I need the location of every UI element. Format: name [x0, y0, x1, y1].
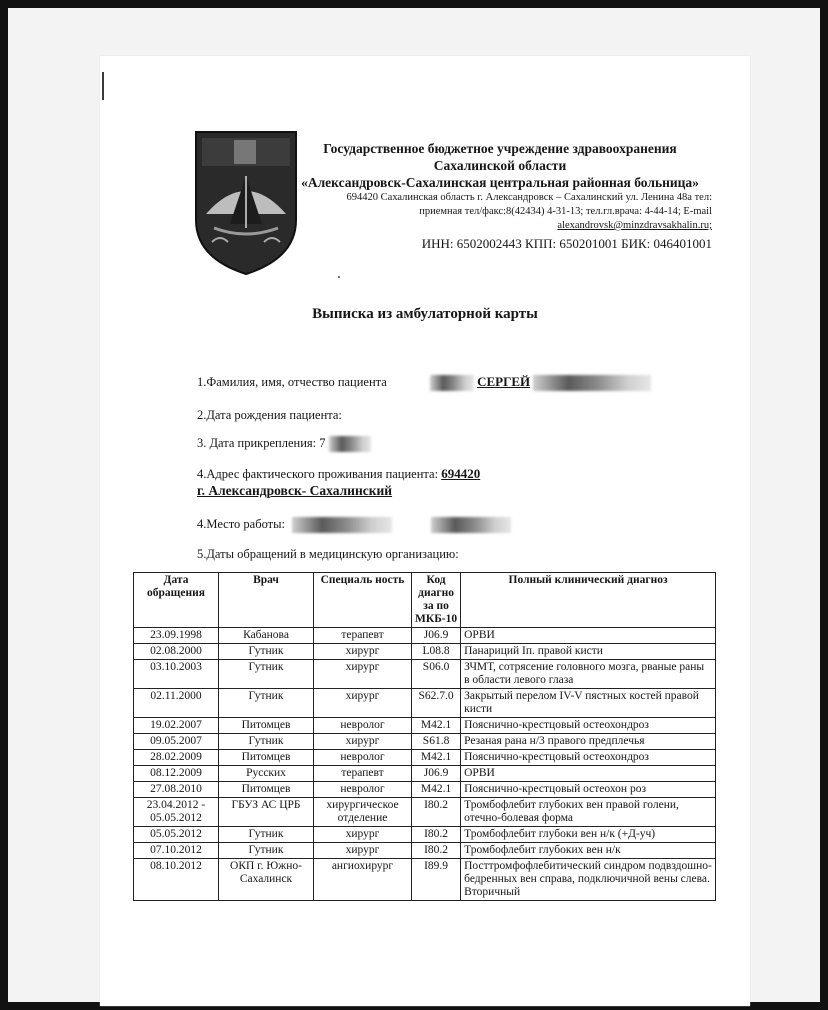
cell-diagnosis: Резаная рана н/3 правого предплечья	[461, 734, 716, 750]
header-doctor: Врач	[219, 573, 314, 628]
address-field	[197, 466, 480, 482]
cell-diagnosis: ОРВИ	[461, 766, 716, 782]
cell-code: I80.2	[412, 798, 461, 827]
cell-code: M42.1	[412, 782, 461, 798]
cell-specialty: хирургическое отделение	[314, 798, 412, 827]
cell-diagnosis: Тромбофлебит глубоких вен правой голени, отечно-болевая форма	[461, 798, 716, 827]
cell-specialty: хирург	[314, 660, 412, 689]
institution-header	[288, 140, 712, 252]
cell-specialty: невролог	[314, 718, 412, 734]
cell-code: J06.9	[412, 766, 461, 782]
cell-date: 08.10.2012	[134, 859, 219, 901]
attach-date-prefix: 7	[319, 436, 326, 450]
header-date: Дата обращения	[134, 573, 219, 628]
redaction-blur	[431, 517, 511, 533]
table-row	[134, 689, 716, 718]
cell-code: I80.2	[412, 843, 461, 859]
scan-frame	[8, 8, 820, 1002]
header-code: Код диагно за по МКБ-10	[412, 573, 461, 628]
org-name-line1: Государственное бюджетное учреждение здравоохранения	[323, 141, 677, 156]
patient-name-value: СЕРГЕЙ	[477, 374, 531, 389]
cell-doctor: Питомцев	[219, 718, 314, 734]
header-specialty: Специаль ность	[314, 573, 412, 628]
org-name-line2: Сахалинской области	[433, 158, 567, 173]
table-row	[134, 798, 716, 827]
cell-date: 02.08.2000	[134, 644, 219, 660]
cell-date: 05.05.2012	[134, 827, 219, 843]
cell-specialty: хирург	[314, 827, 412, 843]
cell-doctor: Питомцев	[219, 782, 314, 798]
cell-date: 02.11.2000	[134, 689, 219, 718]
table-row	[134, 859, 716, 901]
visits-field	[197, 547, 459, 562]
cell-specialty: хирург	[314, 734, 412, 750]
redaction-blur	[329, 436, 371, 452]
table-row	[134, 750, 716, 766]
attach-date-field	[197, 436, 371, 452]
cell-date: 03.10.2003	[134, 660, 219, 689]
workplace-label: 4.Место работы:	[197, 517, 285, 531]
visits-label: 5.Даты обращений в медицинскую организацию:	[197, 547, 459, 561]
document-title: Выписка из амбулаторной карты	[312, 306, 538, 322]
cell-date: 19.02.2007	[134, 718, 219, 734]
cell-diagnosis: Пояснично-крестцовый остеохондроз	[461, 718, 716, 734]
cell-code: M42.1	[412, 718, 461, 734]
dob-field	[197, 408, 342, 423]
cell-code: L08.8	[412, 644, 461, 660]
cell-specialty: хирург	[314, 644, 412, 660]
cell-date: 09.05.2007	[134, 734, 219, 750]
redaction-blur	[533, 375, 651, 391]
cell-code: S06.0	[412, 660, 461, 689]
cell-specialty: хирург	[314, 843, 412, 859]
cell-date: 07.10.2012	[134, 843, 219, 859]
cell-doctor: Гутник	[219, 689, 314, 718]
cell-date: 27.08.2010	[134, 782, 219, 798]
cell-doctor: ГБУЗ АС ЦРБ	[219, 798, 314, 827]
org-name-line3: «Александровск-Сахалинская центральная районная больница»	[301, 175, 699, 190]
cell-code: J06.9	[412, 628, 461, 644]
visits-table	[133, 572, 716, 901]
cell-doctor: Питомцев	[219, 750, 314, 766]
cell-diagnosis: ОРВИ	[461, 628, 716, 644]
patient-name-field	[197, 374, 651, 391]
cell-date: 28.02.2009	[134, 750, 219, 766]
requisites-line: ИНН: 6502002443 КПП: 650201001 БИК: 046401001	[421, 236, 712, 251]
cell-doctor: Русских	[219, 766, 314, 782]
patient-name-label: 1.Фамилия, имя, отчество пациента	[197, 375, 387, 389]
document-page	[100, 56, 750, 1006]
table-row	[134, 628, 716, 644]
cell-doctor: Гутник	[219, 827, 314, 843]
address-label: 4.Адрес фактического проживания пациента:	[197, 467, 439, 481]
header-diagnosis: Полный клинический диагноз	[461, 573, 716, 628]
table-row	[134, 644, 716, 660]
email-link[interactable]: alexandrovsk@minzdravsakhalin.ru;	[557, 220, 712, 231]
cell-code: I80.2	[412, 827, 461, 843]
redaction-blur	[292, 517, 392, 533]
address-zip: 694420	[441, 466, 481, 481]
cell-date: 08.12.2009	[134, 766, 219, 782]
cell-doctor: Гутник	[219, 644, 314, 660]
cell-date: 23.09.1998	[134, 628, 219, 644]
cell-doctor: Гутник	[219, 734, 314, 750]
cell-code: S62.7.0	[412, 689, 461, 718]
cell-specialty: терапевт	[314, 628, 412, 644]
table-row	[134, 782, 716, 798]
cell-specialty: невролог	[314, 782, 412, 798]
workplace-field	[197, 517, 511, 533]
cell-specialty: невролог	[314, 750, 412, 766]
cell-diagnosis: Тромбофлебит глубоки вен н/к (+Д-уч)	[461, 827, 716, 843]
coat-of-arms-icon	[190, 128, 302, 278]
cell-diagnosis: Пояснично-крестцовый остеохондроз	[461, 750, 716, 766]
table-row	[134, 766, 716, 782]
cell-doctor: Гутник	[219, 660, 314, 689]
table-row	[134, 718, 716, 734]
dob-label: 2.Дата рождения пациента:	[197, 408, 342, 422]
paper-crease	[102, 72, 104, 100]
cell-code: S61.8	[412, 734, 461, 750]
ink-dot	[338, 276, 340, 278]
cell-code: M42.1	[412, 750, 461, 766]
cell-doctor: ОКП г. Южно-Сахалинск	[219, 859, 314, 901]
address-line1: 694420 Сахалинская область г. Александровск – Сахалинский ул. Ленина 48а тел:	[346, 192, 712, 203]
table-row	[134, 843, 716, 859]
table-header-row	[134, 573, 716, 628]
cell-diagnosis: Тромбофлебит глубоких вен н/к	[461, 843, 716, 859]
redaction-blur	[430, 375, 474, 391]
table-row	[134, 660, 716, 689]
cell-date: 23.04.2012 - 05.05.2012	[134, 798, 219, 827]
cell-specialty: хирург	[314, 689, 412, 718]
cell-diagnosis: Посттромфофлебитический синдром подвздошно-бедренных вен справа, подключичной вены слева. Вторичный	[461, 859, 716, 901]
cell-doctor: Гутник	[219, 843, 314, 859]
cell-diagnosis: ЗЧМТ, сотрясение головного мозга, рваные раны в области левого глаза	[461, 660, 716, 689]
cell-specialty: терапевт	[314, 766, 412, 782]
table-row	[134, 827, 716, 843]
cell-diagnosis: Панариций Iп. правой кисти	[461, 644, 716, 660]
cell-doctor: Кабанова	[219, 628, 314, 644]
attach-date-label: 3. Дата прикрепления:	[197, 436, 317, 450]
cell-specialty: ангиохирург	[314, 859, 412, 901]
address-line2: приемная тел/факс:8(42434) 4-31-13; тел.гл.врача: 4-44-14; E-mail	[419, 206, 712, 217]
table-row	[134, 734, 716, 750]
address-city: г. Александровск- Сахалинский	[197, 483, 393, 498]
cell-code: I89.9	[412, 859, 461, 901]
cell-diagnosis: Пояснично-крестцовый остеохон роз	[461, 782, 716, 798]
cell-diagnosis: Закрытый перелом IV-V пястных костей правой кисти	[461, 689, 716, 718]
